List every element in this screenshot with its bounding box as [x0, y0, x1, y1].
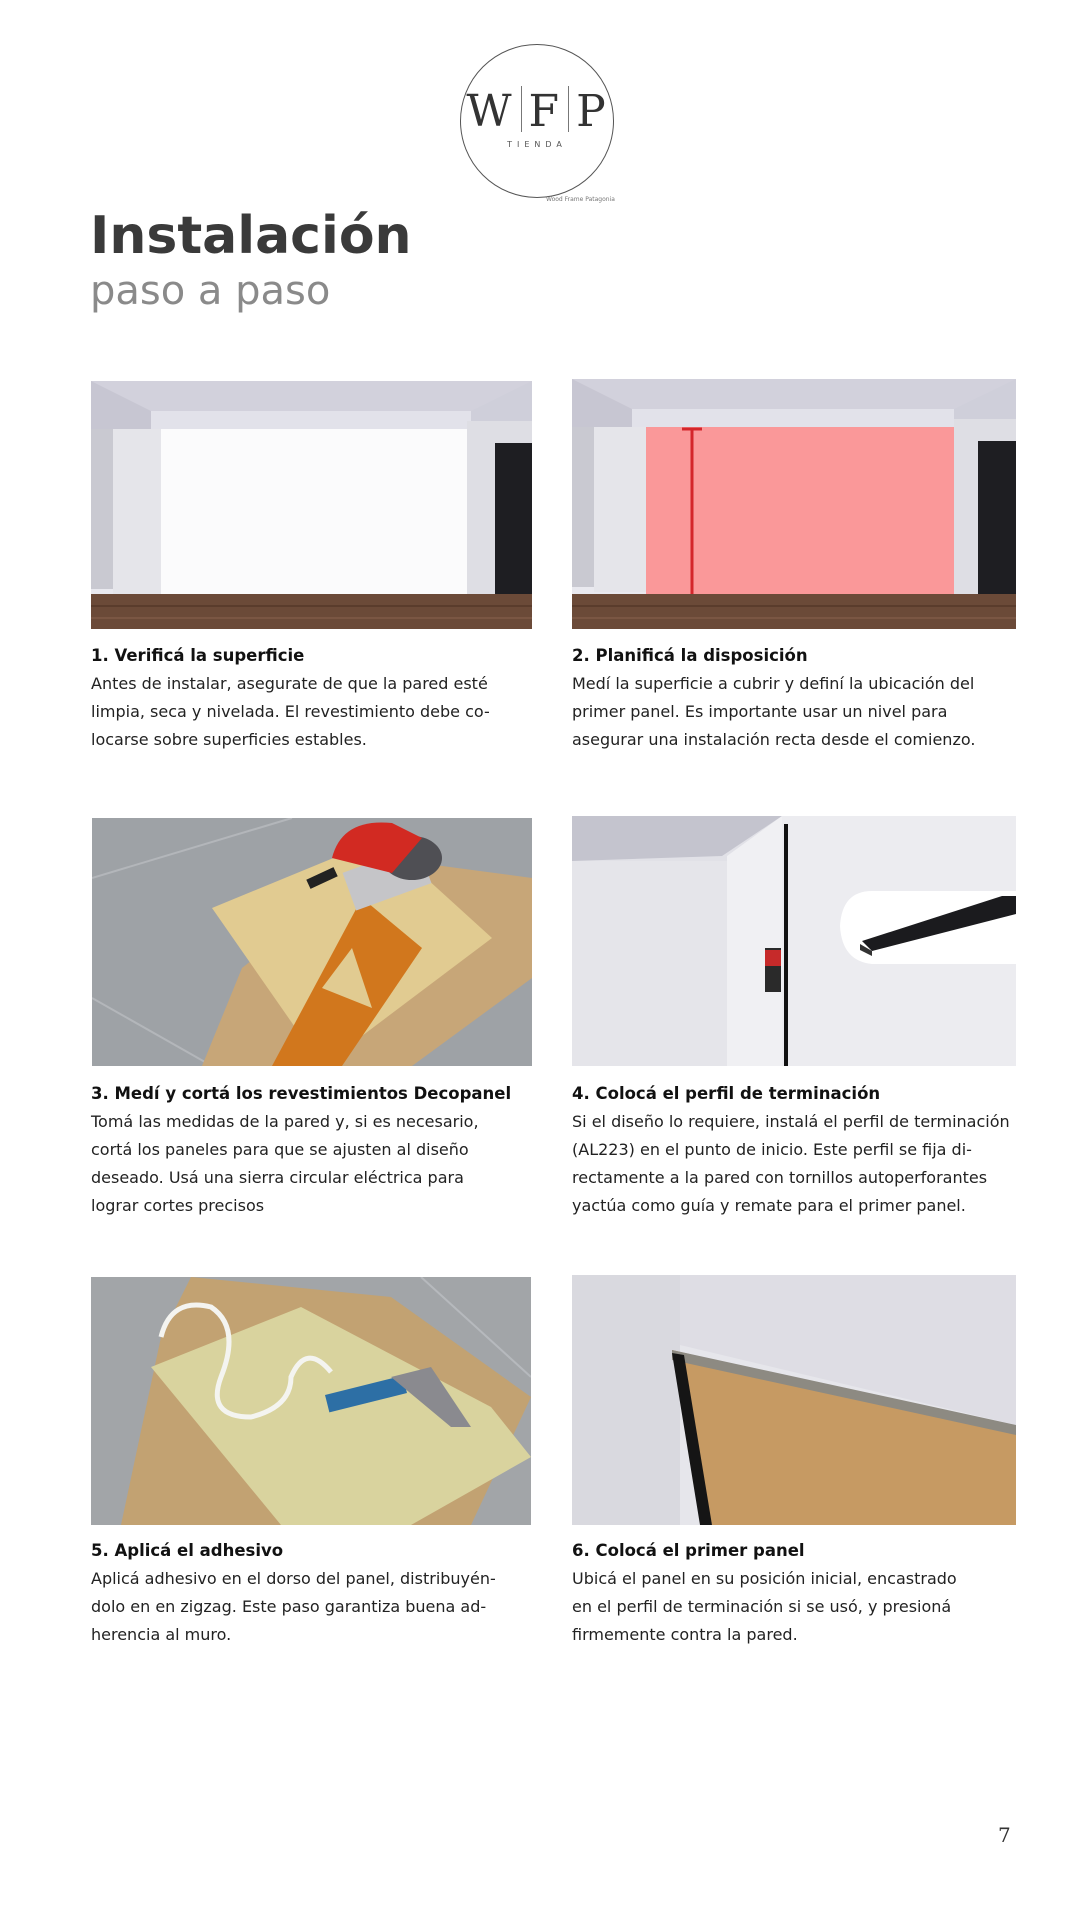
step-6-title: 6. Colocá el primer panel [572, 1541, 805, 1560]
step-3-title: 3. Medí y cortá los revestimientos Decopanel [91, 1084, 512, 1103]
step-3-line: Tomá las medidas de la pared y, si es necesario, [91, 1112, 479, 1131]
step-4-line: (AL223) en el punto de inicio. Este perfil se fija di- [572, 1140, 972, 1159]
step-5-image-adhesive [91, 1277, 531, 1525]
step-4-text [572, 1108, 1010, 1220]
step-5-title: 5. Aplicá el adhesivo [91, 1541, 284, 1560]
step-6-image-first-panel [572, 1275, 1016, 1525]
step-4-line: Si el diseño lo requiere, instalá el perfil de terminación [572, 1112, 1010, 1131]
step-2-text [572, 670, 975, 754]
step-3-line: deseado. Usá una sierra circular eléctrica para [91, 1168, 464, 1187]
step-4-title: 4. Colocá el perfil de terminación [572, 1084, 881, 1103]
step-4-line: rectamente a la pared con tornillos autoperforantes [572, 1168, 988, 1187]
logo-letters [460, 86, 614, 137]
logo-divider [568, 86, 569, 132]
brand-logo [460, 44, 615, 203]
page-subtitle: paso a paso [90, 268, 331, 314]
step-4-line: yactúa como guía y remate para el primer panel. [572, 1196, 966, 1215]
step-1-line: Antes de instalar, asegurate de que la pared esté [91, 674, 488, 693]
page-title: Instalación [90, 206, 412, 266]
step-3-image-circular-saw [92, 818, 532, 1066]
logo-letter-f: F [528, 86, 562, 137]
logo-letter-w: W [466, 86, 514, 137]
step-2-line: asegurar una instalación recta desde el comienzo. [572, 730, 976, 749]
step-3-line: cortá los paneles para que se ajusten al diseño [91, 1140, 469, 1159]
step-2-title: 2. Planificá la disposición [572, 646, 808, 665]
step-6-line: firmemente contra la pared. [572, 1625, 798, 1644]
page-number: 7 [998, 1823, 1011, 1847]
step-1-title: 1. Verificá la superficie [91, 646, 305, 665]
step-2-line: primer panel. Es importante usar un nivel para [572, 702, 948, 721]
step-6-line: Ubicá el panel en su posición inicial, encastrado [572, 1569, 957, 1588]
step-5-line: Aplicá adhesivo en el dorso del panel, distribuyén- [91, 1569, 496, 1588]
step-2-line: Medí la superficie a cubrir y definí la ubicación del [572, 674, 975, 693]
logo-divider [521, 86, 522, 132]
step-6-line: en el perfil de terminación si se usó, y presioná [572, 1597, 952, 1616]
logo-subtitle: TIENDA [507, 140, 567, 149]
step-4-image-profile [572, 816, 1016, 1066]
logo-letter-p: P [576, 86, 608, 137]
step-5-line: dolo en en zigzag. Este paso garantiza buena ad- [91, 1597, 487, 1616]
step-1-text [91, 670, 490, 754]
step-3-line: lograr cortes precisos [91, 1196, 265, 1215]
step-3-text [91, 1108, 479, 1220]
logo-tagline: Wood Frame Patagonia [546, 196, 615, 203]
step-1-image-room [91, 381, 532, 629]
step-5-text [91, 1565, 496, 1649]
step-2-image-room-marked [572, 379, 1016, 629]
step-6-text [572, 1565, 957, 1649]
step-1-line: limpia, seca y nivelada. El revestimiento debe co- [91, 702, 490, 721]
step-1-line: locarse sobre superficies estables. [91, 730, 367, 749]
step-5-line: herencia al muro. [91, 1625, 232, 1644]
